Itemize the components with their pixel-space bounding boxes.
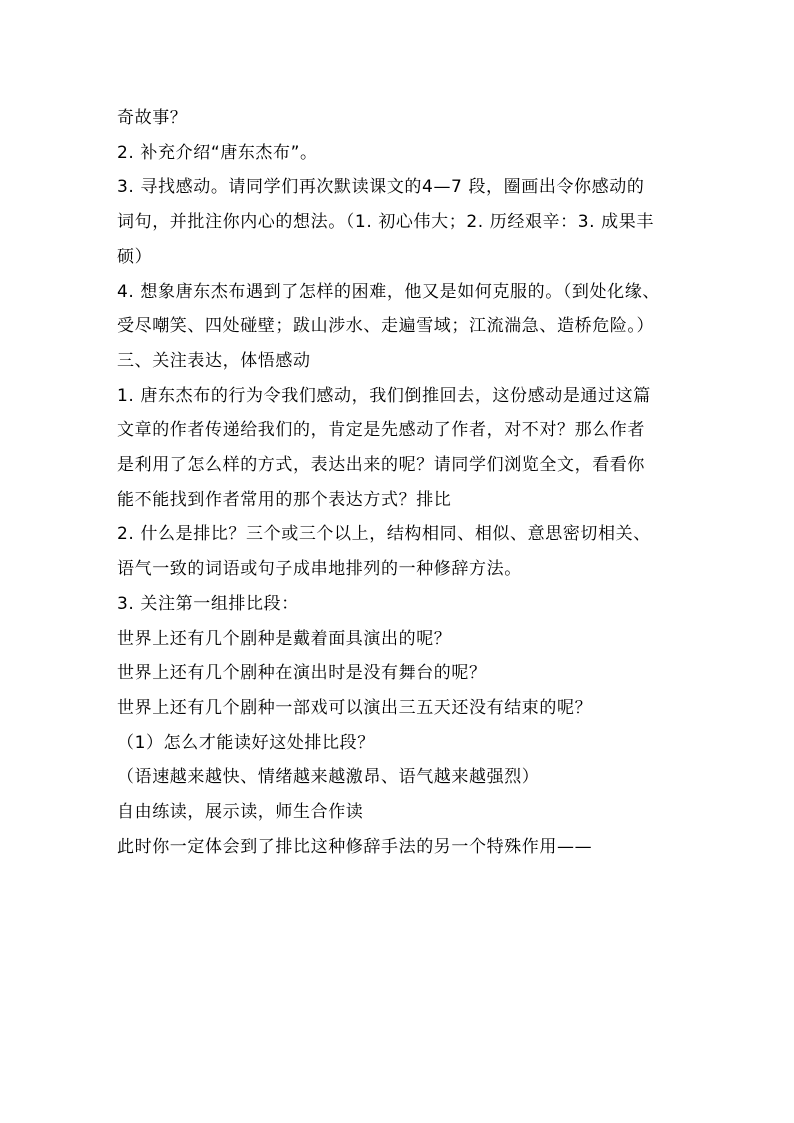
text-line: 受尽嘲笑、四处碰壁；跋山涉水、走遍雪域；江流湍急、造桥危险。） — [117, 316, 655, 337]
text-line: 2. 补充介绍“唐东杰布”。 — [117, 142, 318, 163]
text-line: （语速越来越快、情绪越来越激昂、语气越来越强烈） — [117, 767, 540, 788]
text-line: 世界上还有几个剧种是戴着面具演出的呢？ — [117, 628, 452, 649]
text-line: 奇故事？ — [117, 108, 188, 128]
text-line: 是利用了怎么样的方式，表达出来的呢？请同学们浏览全文，看看你 — [117, 455, 645, 476]
text-line: 2. 什么是排比？三个或三个以上，结构相同、相似、意思密切相关、 — [117, 524, 651, 545]
text-line: 此时你一定体会到了排比这种修辞手法的另一个特殊作用—— — [117, 836, 593, 857]
text-line: 硕） — [117, 246, 153, 267]
text-line: 词句，并批注你内心的想法。（1. 初心伟大；2. 历经艰辛：3. 成果丰 — [117, 212, 654, 233]
text-line: 1. 唐东杰布的行为令我们感动，我们倒推回去，这份感动是通过这篇 — [117, 385, 651, 406]
text-line: （1）怎么才能读好这处排比段？ — [117, 732, 375, 753]
text-line: 自由练读，展示读，师生合作读 — [117, 802, 364, 823]
text-line: 文章的作者传递给我们的，肯定是先感动了作者，对不对？那么作者 — [117, 420, 645, 441]
text-line: 能不能找到作者常用的那个表达方式？排比 — [117, 489, 452, 510]
text-line: 语气一致的词语或句子成串地排列的一种修辞方法。 — [117, 559, 522, 580]
text-line: 3. 关注第一组排比段： — [117, 593, 299, 614]
text-line: 4. 想象唐东杰布遇到了怎样的困难，他又是如何克服的。（到处化缘、 — [117, 281, 660, 302]
text-line: 世界上还有几个剧种一部戏可以演出三五天还没有结束的呢？ — [117, 697, 593, 718]
text-line: 世界上还有几个剧种在演出时是没有舞台的呢？ — [117, 663, 487, 684]
document-body — [117, 101, 697, 864]
section-heading: 三、关注表达，体悟感动 — [117, 350, 311, 371]
text-line: 3. 寻找感动。请同学们再次默读课文的4—7 段，圈画出令你感动的 — [117, 177, 645, 198]
